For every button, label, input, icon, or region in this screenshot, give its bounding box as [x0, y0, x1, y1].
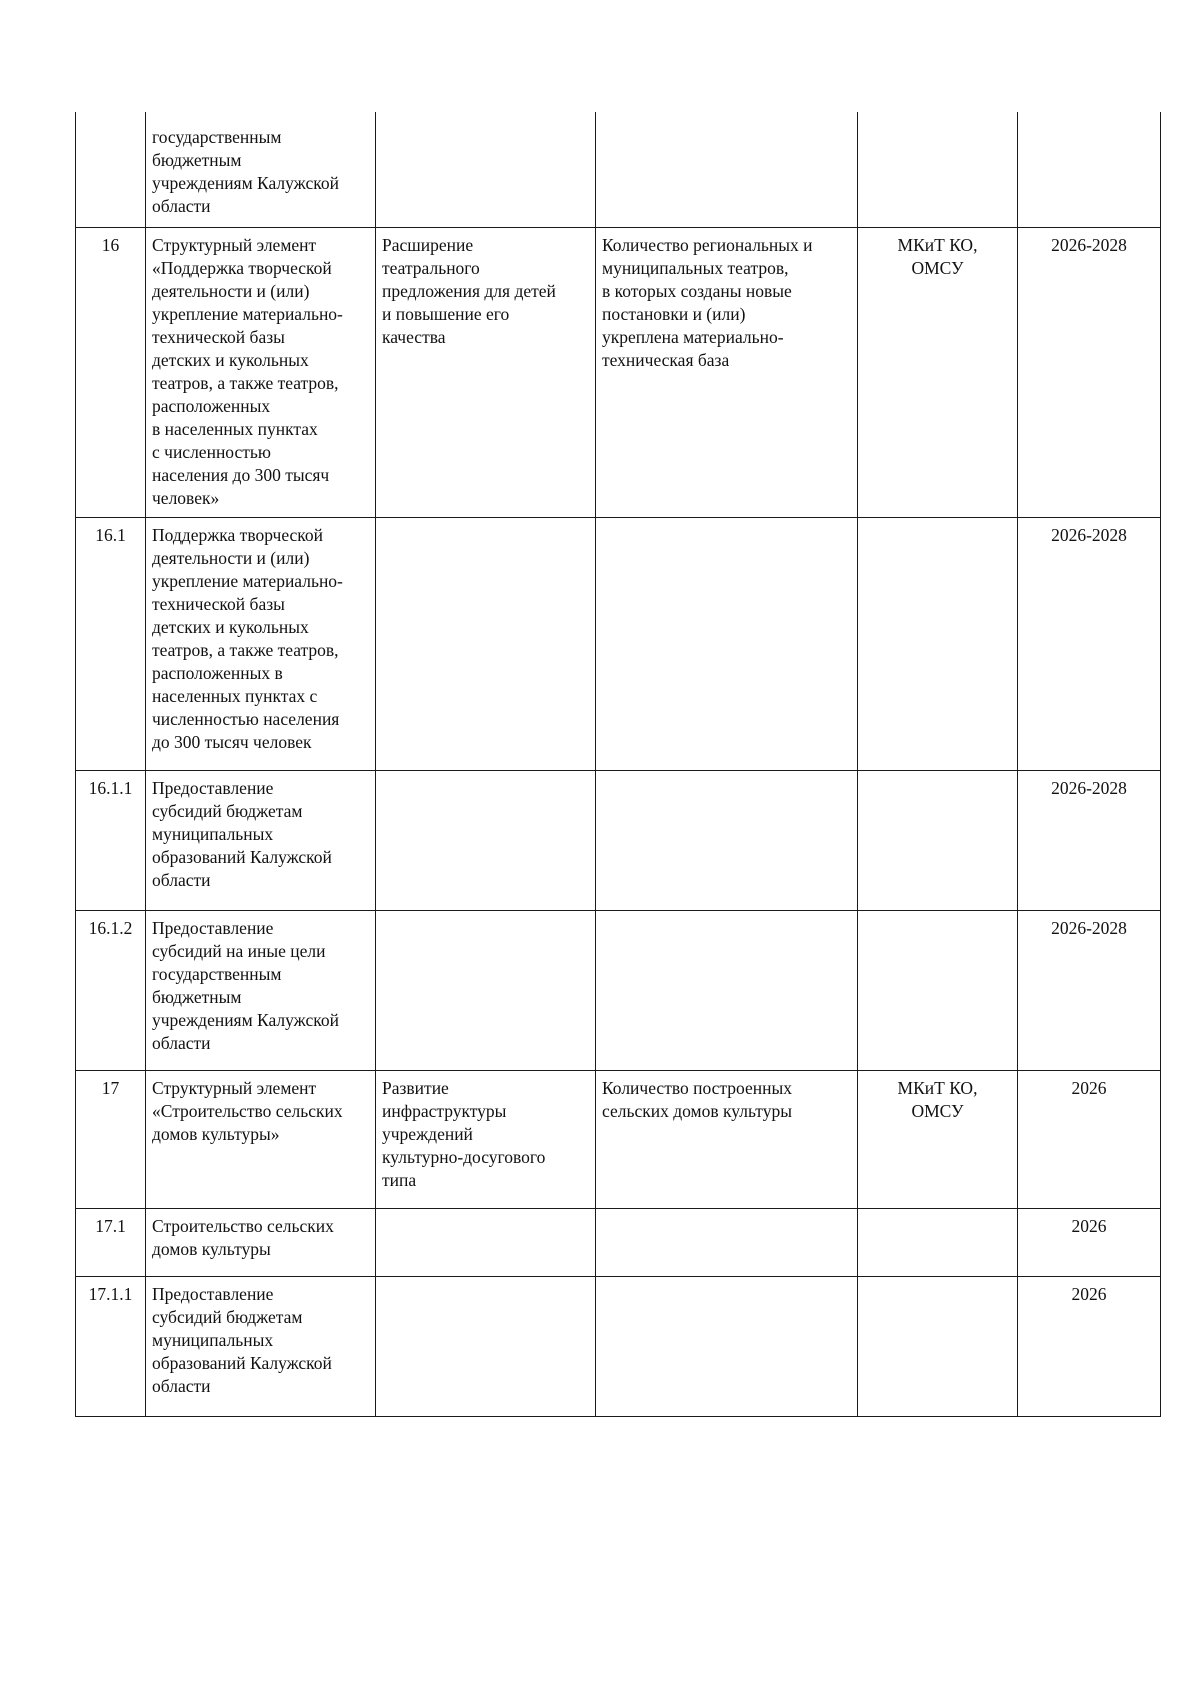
goal-cell	[376, 1208, 596, 1276]
period-cell	[1018, 112, 1161, 227]
period-cell: 2026-2028	[1018, 517, 1161, 770]
indicator-cell: Количество региональных и муниципальных театров, в которых созданы новые постановки и (или) укреплена материально- техническая база	[596, 227, 858, 517]
period-cell: 2026	[1018, 1070, 1161, 1208]
table-row	[76, 227, 1161, 517]
goal-cell	[376, 517, 596, 770]
element-name-cell: Структурный элемент «Строительство сельских домов культуры»	[146, 1070, 376, 1208]
goal-cell	[376, 112, 596, 227]
goal-cell	[376, 1276, 596, 1416]
responsible-cell	[858, 770, 1018, 910]
row-number-cell: 16.1.1	[76, 770, 146, 910]
plan-table	[75, 112, 1161, 1417]
table-row	[76, 770, 1161, 910]
goal-cell: Расширение театрального предложения для детей и повышение его качества	[376, 227, 596, 517]
goal-cell	[376, 770, 596, 910]
row-number-cell: 17.1.1	[76, 1276, 146, 1416]
row-number-cell: 17.1	[76, 1208, 146, 1276]
element-name-cell: Предоставление субсидий бюджетам муниципальных образований Калужской области	[146, 1276, 376, 1416]
element-name-cell: Поддержка творческой деятельности и (или) укрепление материально- технической базы детских и кукольных театров, а также театров, расположенных в населенных пунктах с численностью населения до 300 тысяч человек	[146, 517, 376, 770]
indicator-cell	[596, 1208, 858, 1276]
indicator-cell	[596, 517, 858, 770]
goal-cell	[376, 910, 596, 1070]
row-number-cell: 16.1.2	[76, 910, 146, 1070]
responsible-cell	[858, 517, 1018, 770]
responsible-cell: МКиТ КО, ОМСУ	[858, 227, 1018, 517]
indicator-cell	[596, 1276, 858, 1416]
element-name-cell: государственным бюджетным учреждениям Калужской области	[146, 112, 376, 227]
goal-cell: Развитие инфраструктуры учреждений культурно-досугового типа	[376, 1070, 596, 1208]
responsible-cell	[858, 1276, 1018, 1416]
indicator-cell	[596, 910, 858, 1070]
row-number-cell	[76, 112, 146, 227]
responsible-cell	[858, 112, 1018, 227]
table-row	[76, 112, 1161, 227]
indicator-cell	[596, 112, 858, 227]
table-row	[76, 1276, 1161, 1416]
period-cell: 2026	[1018, 1208, 1161, 1276]
element-name-cell: Строительство сельских домов культуры	[146, 1208, 376, 1276]
period-cell: 2026-2028	[1018, 770, 1161, 910]
period-cell: 2026-2028	[1018, 227, 1161, 517]
indicator-cell: Количество построенных сельских домов культуры	[596, 1070, 858, 1208]
period-cell: 2026	[1018, 1276, 1161, 1416]
responsible-cell: МКиТ КО, ОМСУ	[858, 1070, 1018, 1208]
row-number-cell: 17	[76, 1070, 146, 1208]
period-cell: 2026-2028	[1018, 910, 1161, 1070]
row-number-cell: 16	[76, 227, 146, 517]
table-row	[76, 517, 1161, 770]
element-name-cell: Предоставление субсидий на иные цели государственным бюджетным учреждениям Калужской области	[146, 910, 376, 1070]
responsible-cell	[858, 1208, 1018, 1276]
table-row	[76, 1208, 1161, 1276]
element-name-cell: Предоставление субсидий бюджетам муниципальных образований Калужской области	[146, 770, 376, 910]
table-row	[76, 910, 1161, 1070]
table-row	[76, 1070, 1161, 1208]
responsible-cell	[858, 910, 1018, 1070]
indicator-cell	[596, 770, 858, 910]
row-number-cell: 16.1	[76, 517, 146, 770]
element-name-cell: Структурный элемент «Поддержка творческой деятельности и (или) укрепление материально- технической базы детских и кукольных театров, а также театров, расположенных в населенных пунктах с численностью населения до 300 тысяч человек»	[146, 227, 376, 517]
